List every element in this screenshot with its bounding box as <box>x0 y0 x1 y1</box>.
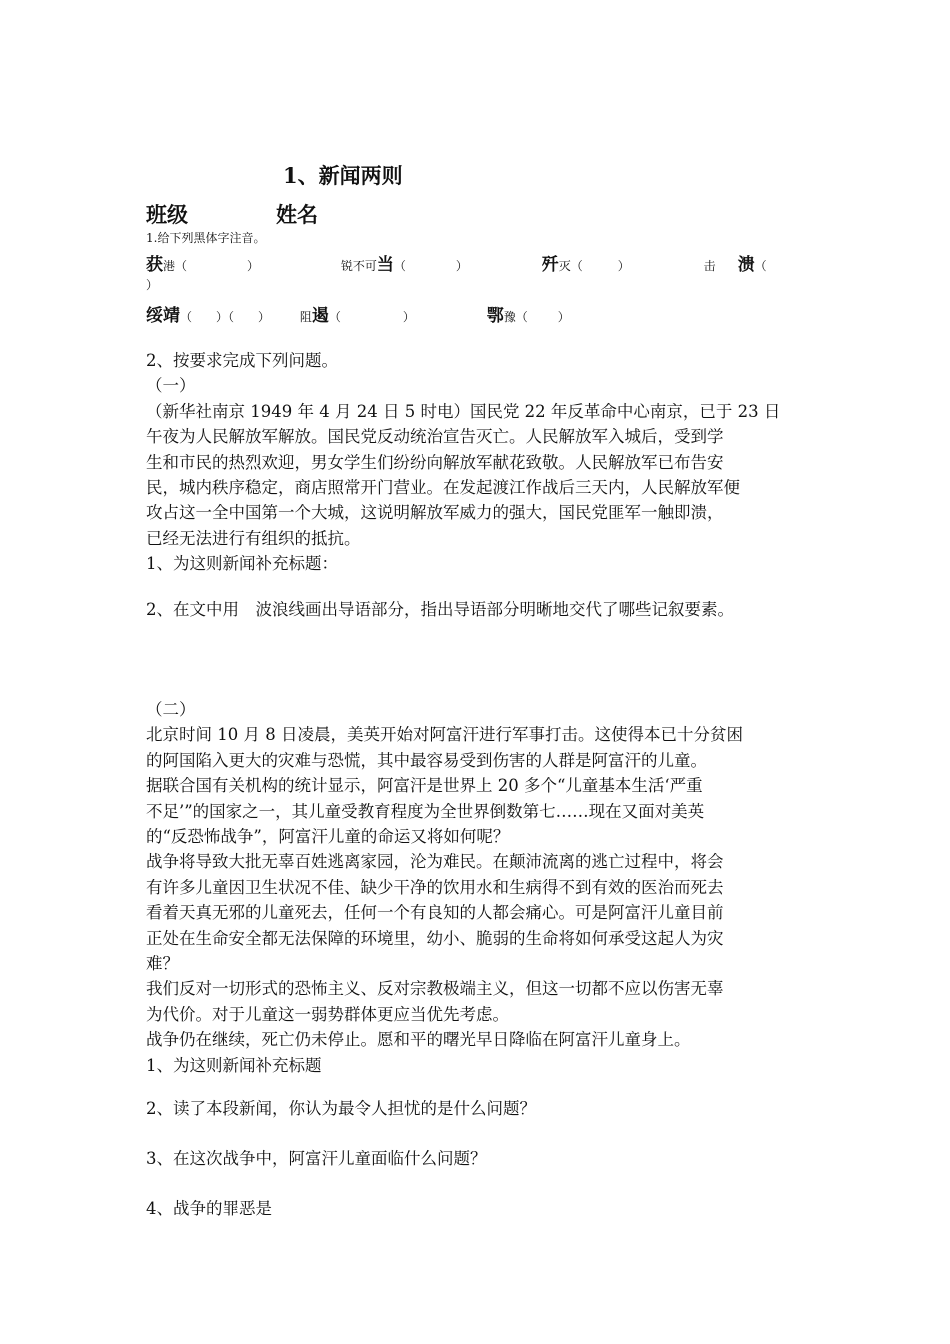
name-label: 姓名 <box>276 202 318 227</box>
part2-label: （二） <box>146 700 196 719</box>
part1-text-line: 攻占这一全中国第一个大城，这说明解放军威力的强大，国民党匪军一触即溃， <box>146 503 724 523</box>
pinyin-item-5-parens: （ ）（ ） <box>180 310 271 324</box>
part2-text-line: 的“反恐怖战争”，阿富汗儿童的命运又将如何呢？ <box>146 827 510 847</box>
part2-text-line: 战争将导致大批无辜百姓逃离家园，沦为难民。在颠沛流离的逃亡过程中，将会 <box>146 852 724 872</box>
pinyin-row-1 <box>146 250 767 275</box>
pinyin-item-2-bold: 当 <box>376 255 394 275</box>
q1-instruction: 1.给下列黑体字注音。 <box>146 231 266 245</box>
part2-text-line: 不足’”的国家之一，其儿童受教育程度为全世界倒数第七……现在又面对美英 <box>146 801 705 821</box>
part1-text-line: 午夜为人民解放军解放。国民党反动统治宣告灭亡。人民解放军入城后，受到学 <box>146 427 724 447</box>
part2-text-line: 北京时间 10 月 8 日凌晨，美英开始对阿富汗进行军事打击。这使得本已十分贫困 <box>146 725 743 745</box>
part2-text-line: 有许多儿童因卫生状况不佳、缺少干净的饮用水和生病得不到有效的医治而死去 <box>146 877 724 897</box>
part1-text-line: 已经无法进行有组织的抵抗。 <box>146 528 361 548</box>
part2-text-line: 难？ <box>146 954 179 974</box>
part2-question-3: 3、在这次战争中，阿富汗儿童面临什么问题？ <box>146 1149 487 1168</box>
part2-question-1: 1、为这则新闻补充标题 <box>146 1055 322 1075</box>
pinyin-item-7-bold: 鄂 <box>486 306 504 326</box>
pinyin-item-1-close: ） <box>247 259 260 273</box>
part2-text-line: 据联合国有关机构的统计显示，阿富汗是世界上 20 多个“儿童基本生活‘严重 <box>146 776 703 796</box>
pinyin-item-2-pre: 锐不可 <box>340 259 377 273</box>
pinyin-item-2-close: ） <box>455 259 468 273</box>
pinyin-item-3-rest: 灭（ <box>558 259 583 273</box>
part1-text-line: （新华社南京 1949 年 4 月 24 日 5 时电）国民党 22 年反革命中心南京，已于 23 日 <box>146 401 781 421</box>
part1-question-1: 1、为这则新闻补充标题： <box>146 554 338 574</box>
part1-text-line: 民，城内秩序稳定，商店照常开门营业。在发起渡江作战后三天内，人民解放军便 <box>146 478 740 498</box>
part2-text-line: 为代价。对于儿童这一弱势群体更应当优先考虑。 <box>146 1004 509 1024</box>
class-name-header <box>146 199 318 229</box>
part2-text-line: 正处在生命安全都无法保障的环境里，幼小、脆弱的生命将如何承受这起人为灾 <box>146 928 724 948</box>
part2-section <box>146 697 806 1078</box>
pinyin-item-7-rest: 豫（ <box>503 310 528 324</box>
pinyin-item-4-pre: 击 <box>703 259 716 273</box>
part2-text-line: 的阿国陷入更大的灾难与恐慌，其中最容易受到伤害的人群是阿富汗的儿童。 <box>146 750 707 770</box>
pinyin-row-1-wrap: ） <box>146 278 159 292</box>
pinyin-item-5-bold: 绥靖 <box>146 306 180 326</box>
pinyin-row-2 <box>146 301 570 326</box>
pinyin-item-6-close: ） <box>402 310 415 324</box>
pinyin-item-3-close: ） <box>617 259 630 273</box>
part2-text-line: 我们反对一切形式的恐怖主义、反对宗教极端主义，但这一切都不应以伤害无辜 <box>146 979 724 999</box>
part2-text-line: 看着天真无邪的儿童死去，任何一个有良知的人都会痛心。可是阿富汗儿童目前 <box>146 903 724 923</box>
pinyin-item-6-bold: 遏 <box>311 306 329 326</box>
pinyin-item-6-pre: 阻 <box>299 310 312 324</box>
pinyin-item-1-rest: 港（ <box>163 259 188 273</box>
part2-text-line: 战争仍在继续，死亡仍未停止。愿和平的曙光早日降临在阿富汗儿童身上。 <box>146 1030 691 1050</box>
class-label: 班级 <box>146 202 188 227</box>
part2-question-2: 2、读了本段新闻，你认为最令人担忧的是什么问题？ <box>146 1099 536 1118</box>
pinyin-item-4-open: （ <box>754 259 767 273</box>
part1-label: （一） <box>146 376 196 396</box>
pinyin-item-4-bold: 溃 <box>737 255 755 275</box>
part1-question-2: 2、在文中用 波浪线画出导语部分，指出导语部分明晰地交代了哪些记叙要素。 <box>146 600 734 619</box>
q2-section <box>146 348 806 577</box>
pinyin-item-2-open: （ <box>393 259 406 273</box>
part2-question-4: 4、战争的罪恶是 <box>146 1199 272 1218</box>
pinyin-item-6-open: （ <box>328 310 341 324</box>
pinyin-item-7-close: ） <box>557 310 570 324</box>
q2-heading: 2、按要求完成下列问题。 <box>146 351 338 370</box>
page-title: 1、新闻两则 <box>283 163 403 188</box>
pinyin-item-1-bold: 获 <box>146 255 163 275</box>
pinyin-item-3-bold: 歼 <box>541 255 559 275</box>
part1-text-line: 生和市民的热烈欢迎，男女学生们纷纷向解放军献花致敬。人民解放军已布告安 <box>146 452 724 472</box>
